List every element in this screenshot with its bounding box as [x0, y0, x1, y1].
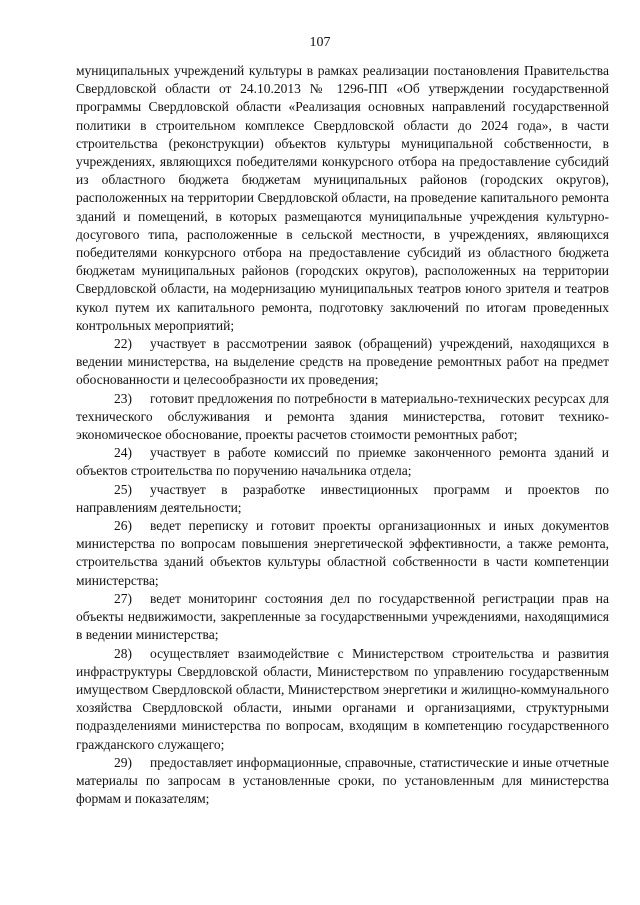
item-text: предоставляет информационные, справочные, статистические и иные отчетные материалы по запросам в установленные сроки, по установленным для министерства формам и показателям; [76, 754, 609, 807]
item-text: готовит предложения по потребности в материально-технических ресурсах для технического обслуживания и ремонта здания министерства, готовит технико-экономическое обоснование, проекты расчетов стоимости ремонтных работ; [76, 390, 609, 443]
item-number: 23) [114, 390, 132, 406]
item-number: 29) [114, 754, 132, 770]
list-item [76, 754, 609, 809]
page-number: 107 [309, 35, 331, 50]
item-text: осуществляет взаимодействие с Министерством строительства и развития инфраструктуры Свердловской области, Министерством по управлению государственным имуществом Свердловской области, Министерством энергетики и жилищно-коммунального хозяйства Свердловской области, иными органами и организациями, структурными подразделениями министерства по вопросам, входящим в компетенцию государственного гражданского служащего; [76, 645, 609, 752]
list-item [76, 335, 609, 390]
list-item [76, 645, 609, 754]
paragraph-continuation [76, 62, 609, 335]
item-number: 27) [114, 590, 132, 606]
item-number: 28) [114, 645, 132, 661]
list-item [76, 390, 609, 445]
item-text: участвует в рассмотрении заявок (обращений) учреждений, находящихся в ведении министерства, на выделение средств на проведение ремонтных работ на предмет обоснованности и целесообразности их проведения; [76, 336, 609, 388]
paragraph-text: муниципальных учреждений культуры в рамках реализации постановления Правительства Свердловской области от 24.10.2013 № 1296-ПП «Об утверждении государственной программы Свердловской области «Реализация основных направлений государственной политики в строительном комплексе Свердловской области до 2024 года», в части строительства (реконструкции) объектов культуры муниципальной собственности, в учреждениях, являющихся победителями конкурсного отбора на предоставление субсидий из областного бюджета бюджетам муниципальных районов (городских округов), расположенных на территории Свердловской области, на проведение капитального ремонта зданий и помещений, в которых размещаются муниципальные учреждения культурно-досугового типа, расположенные в сельской местности, в учреждениях, являющихся победителями конкурсного отбора на предоставление субсидий из областного бюджета бюджетам муниципальных районов (городских округов), расположенных на территории Свердловской области, на модернизацию муниципальных театров юного зрителя и театров кукол путем их капитального ремонта, подготовку заключений по итогам проведенных контрольных мероприятий; [76, 63, 609, 333]
item-number: 25) [114, 481, 132, 497]
item-number: 24) [114, 445, 132, 461]
document-body [76, 62, 609, 808]
list-item [76, 590, 609, 645]
item-text: ведет мониторинг состояния дел по государственной регистрации прав на объекты недвижимости, закрепленные за государственными учреждениями, находящимися в ведении министерства; [76, 590, 609, 643]
item-text: ведет переписку и готовит проекты организационных и иных документов министерства по вопросам повышения энергетической эффективности, а также ремонта, строительства зданий объектов культуры областной собственности в части компетенции министерства; [76, 518, 609, 588]
item-text: участвует в разработке инвестиционных программ и проектов по направлениям деятельности; [76, 481, 609, 515]
list-item [76, 444, 609, 480]
item-number: 26) [114, 518, 132, 534]
list-item [76, 517, 609, 590]
list-item [76, 481, 609, 517]
item-number: 22) [114, 336, 132, 352]
item-text: участвует в работе комиссий по приемке законченного ремонта зданий и объектов строительства по поручению начальника отдела; [76, 445, 609, 479]
